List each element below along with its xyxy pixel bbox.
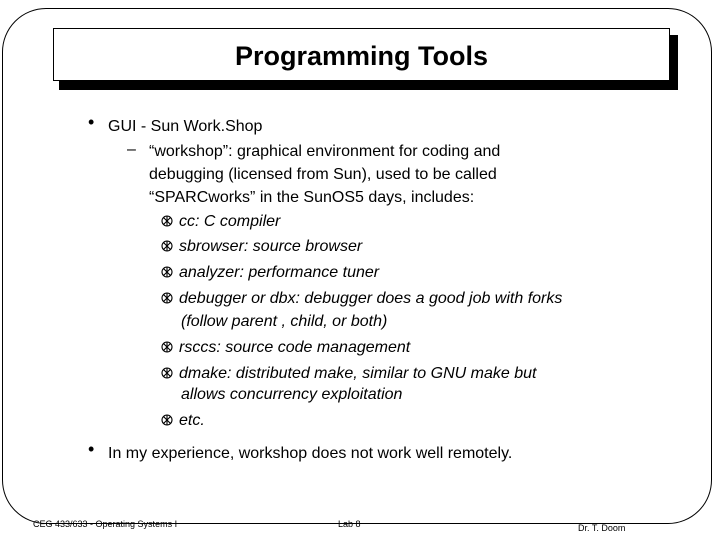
- list-item: [161, 336, 410, 359]
- list-item: [161, 210, 280, 233]
- item-sbrowser: sbrowser: source browser: [179, 238, 363, 255]
- bullet-2-text: In my experience, workshop does not work well remotely.: [108, 445, 513, 462]
- snowflake-icon: [161, 240, 173, 252]
- bullet-1-text: GUI - Sun Work.Shop: [108, 118, 263, 135]
- sub-line-2: debugging (licensed from Sun), used to be called: [149, 166, 497, 183]
- snowflake-icon: [161, 367, 173, 379]
- item-debugger: debugger or dbx: debugger does a good job with forks: [179, 290, 563, 307]
- item-rsccs: rsccs: source code management: [179, 339, 411, 356]
- list-item: [161, 362, 536, 385]
- footer-course: CEG 433/633 - Operating Systems I: [33, 519, 178, 529]
- item-debugger-cont: (follow parent , child, or both): [181, 313, 388, 330]
- sub-line-3: “SPARCworks” in the SunOS5 days, includes:: [149, 189, 475, 206]
- item-dmake-cont: allows concurrency exploitation: [181, 386, 403, 403]
- snowflake-icon: [161, 266, 173, 278]
- sub-line-1: “workshop”: graphical environment for coding and: [149, 143, 501, 160]
- slide-title: Programming Tools: [234, 41, 489, 71]
- footer-lab: Lab 8: [338, 519, 361, 529]
- title-box: [53, 28, 670, 81]
- item-dmake: dmake: distributed make, similar to GNU make but: [179, 365, 537, 382]
- item-analyzer: analyzer: performance tuner: [179, 264, 380, 281]
- bullet-marker: •: [88, 112, 95, 132]
- list-item: [161, 235, 362, 258]
- dash-marker: –: [127, 141, 136, 158]
- list-item: [161, 287, 562, 310]
- footer-author: Dr. T. Doom: [578, 523, 626, 533]
- bullet-marker: •: [88, 439, 95, 459]
- list-item: [161, 261, 379, 284]
- item-etc: etc.: [179, 412, 205, 429]
- snowflake-icon: [161, 341, 173, 353]
- snowflake-icon: [161, 414, 173, 426]
- list-item: [161, 409, 205, 432]
- item-cc: cc: C compiler: [179, 213, 281, 230]
- snowflake-icon: [161, 215, 173, 227]
- snowflake-icon: [161, 292, 173, 304]
